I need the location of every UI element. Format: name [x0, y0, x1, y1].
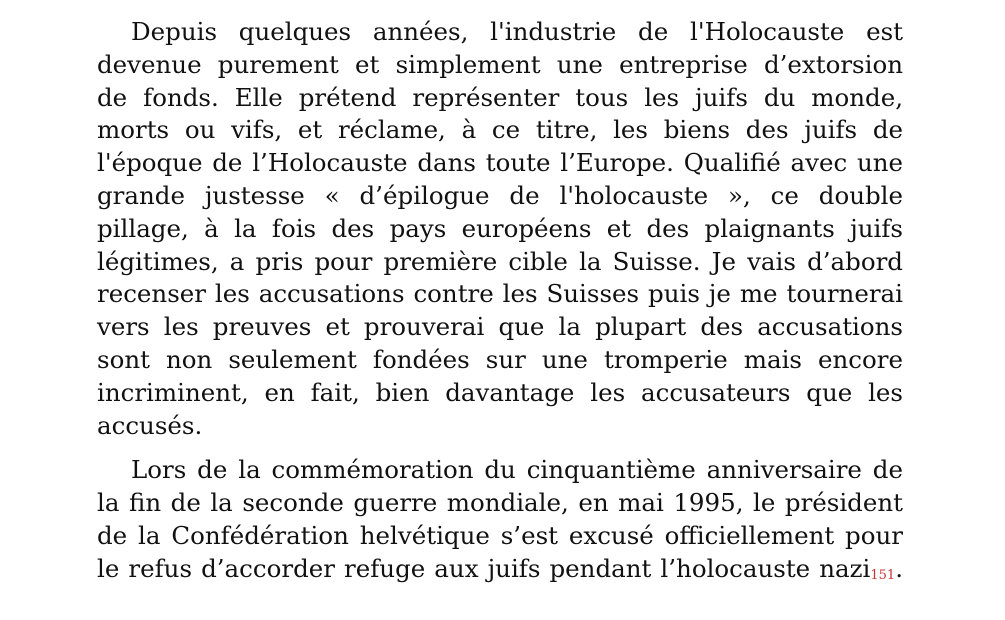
text-line: de la Confédération helvétique s’est excusé officiellement pour: [97, 520, 903, 550]
text-line: sont non seulement fondées sur une tromperie mais encore: [97, 344, 903, 374]
text-line: [97, 553, 903, 586]
text-line: l'époque de l’Holocauste dans toute l’Europe. Qualifié avec une: [97, 148, 903, 178]
text-line: recenser les accusations contre les Suisses puis je me tournerai: [97, 279, 903, 309]
text-line: devenue purement et simplement une entreprise d’extorsion: [97, 49, 903, 79]
text-line-content: le refus d’accorder refuge aux juifs pendant l’holocauste nazi: [97, 553, 871, 583]
footnote-link[interactable]: 151: [870, 567, 896, 583]
text-line: la fin de la seconde guerre mondiale, en mai 1995, le président: [97, 488, 903, 518]
text-line: morts ou vifs, et réclame, à ce titre, les biens des juifs de: [97, 115, 903, 145]
text-line: de fonds. Elle prétend représenter tous les juifs du monde,: [97, 82, 903, 112]
text-line: vers les preuves et prouverai que la plupart des accusations: [97, 312, 903, 342]
text-line: Lors de la commémoration du cinquantième anniversaire de: [131, 455, 903, 485]
paragraph-1: [97, 16, 903, 442]
paragraph-spacer: [97, 442, 903, 454]
text-line: accusés.: [97, 410, 203, 440]
paragraph-2: [97, 454, 903, 585]
text-line: grande justesse « d’épilogue de l'holocauste », ce double: [97, 180, 903, 210]
document-page: [97, 16, 903, 586]
text-line: incriminent, en fait, bien davantage les accusateurs que les: [97, 377, 903, 407]
text-line: légitimes, a pris pour première cible la Suisse. Je vais d’abord: [97, 246, 903, 276]
text-line: Depuis quelques années, l'industrie de l'Holocauste est: [131, 17, 903, 46]
trailing-punctuation: .: [895, 553, 903, 583]
text-line: pillage, à la fois des pays européens et des plaignants juifs: [97, 213, 903, 243]
